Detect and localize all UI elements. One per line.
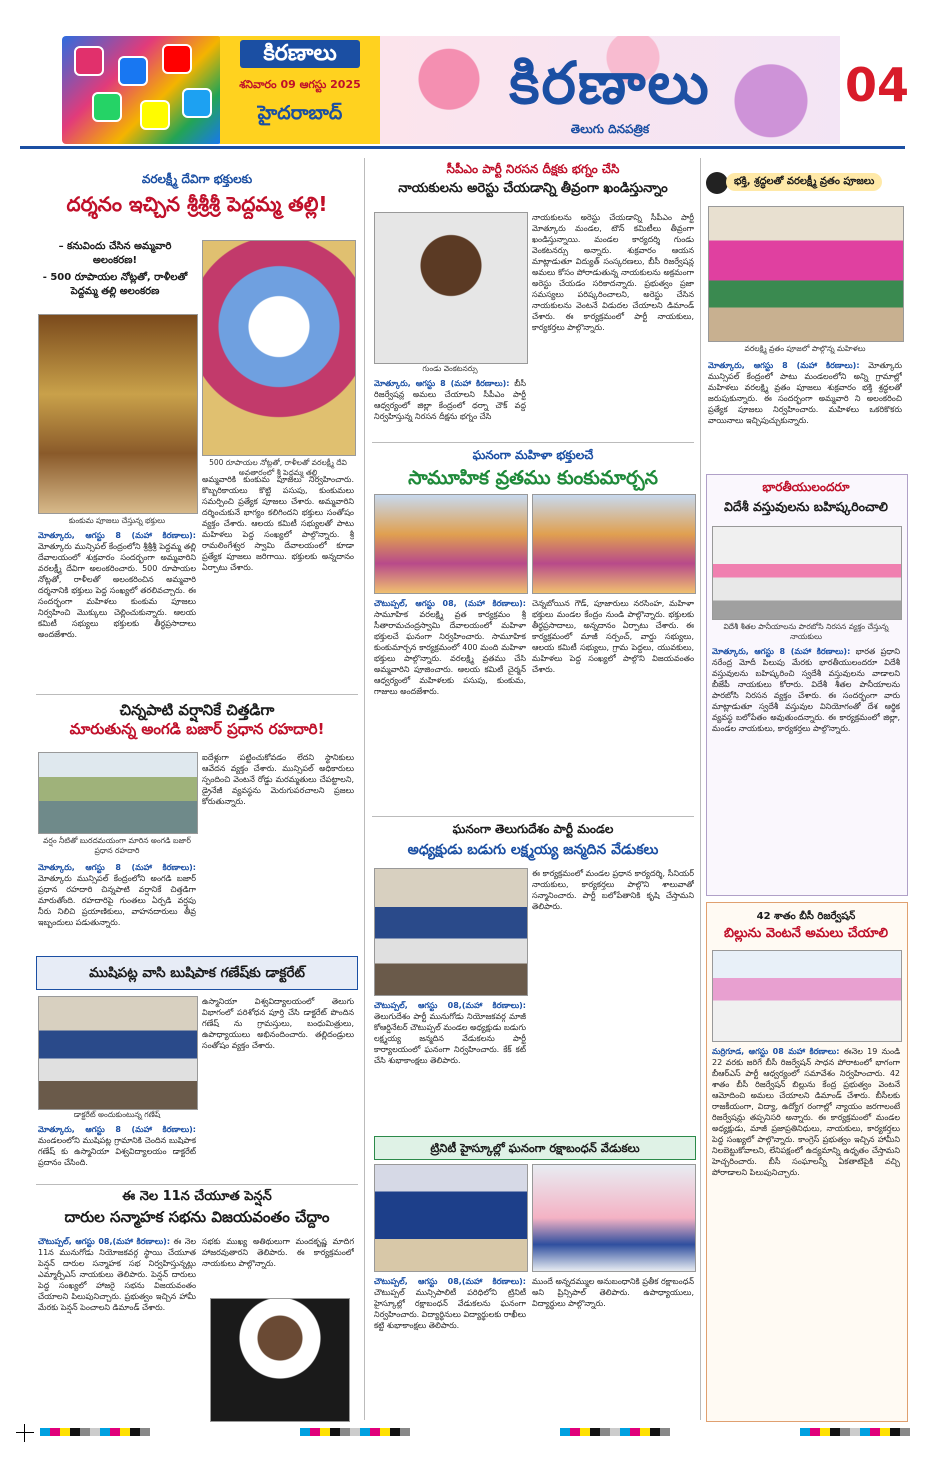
article-road [36,702,358,739]
article-tdp [372,822,694,858]
article-body-text: ఈ నెల 11న మునుగోడు నియోజకవర్గ స్థాయి చేయూత పెన్షన్ దారుల సన్మాహక సభ నిర్వహిస్తున్నట్లు ఎమ్మార్పీఎస్ నాయకులు తెలిపారు. పెన్షన్ దారులు పెద్ద సంఖ్యలో హాజరై సభను విజయవంతం చేయాలని పిలుపునిచ్చారు. ప్రభుత్వం ఇచ్చిన హామీ మేరకు పెన్షన్ పెంచాలని డిమాండ్ చేశారు. [38,1237,196,1312]
rakhi-headline-banner [374,1136,696,1160]
article-body [708,360,902,460]
article-dateline: మోత్కూరు, ఆగస్టు 8 (మహా కిరణాలు): [38,1125,196,1134]
article-body: చెన్నబోయిన గౌడ్, పూజారులు నరసింహ, మహిళా భక్తులు మండల కేంద్రం నుండి పాల్గొన్నారు. భక్తులకు తీర్థప్రసాదాలు, అన్నదానం ఏర్పాటు చేశారు. ఈ కార్యక్రమంలో మాజీ సర్పంచ్, వార్డు సభ్యులు, ఆలయ కమిటీ సభ్యులు, గ్రామ పెద్దలు, యువకులు, మహిళలు పెద్ద సంఖ్యలో పాల్గొని విజయవంతం చేశారు. [532,599,694,674]
article-headline: మారుతున్న అంగడి బజార్ ప్రధాన రహదారి! [69,720,325,739]
doctorate-ceremony-photo [38,996,198,1110]
article-body [38,862,196,946]
meeting-photo [712,950,902,1042]
photo-caption: గుండు వెంకటనర్సు [422,364,478,373]
article-divider [372,816,694,817]
article-headline: నాయకులను అరెస్టు చేయడాన్ని తీవ్రంగా ఖండిస్తున్నాం [398,181,668,196]
rakhi-kids-photo [532,1164,696,1272]
page-number: 04 [844,58,909,112]
article-body [38,1236,196,1420]
article-body-text: మోత్కూరు మున్సిపల్ కేంద్రంలో పాటు మండలంలోని అన్ని గ్రామాల్లో మహిళలు వరలక్ష్మి వ్రతం పూజలు శుక్రవారం భక్తి శ్రద్ధలతో జరుపుకున్నారు. ఈ సందర్భంగా అమ్మవారి ని అలంకరించి ప్రత్యేక పూజలు నిర్వహించారు. మహిళలు ఒకరికొకరు వాయినాలు ఇచ్చిపుచ్చుకున్నారు. [708,361,902,425]
school-assembly-photo [374,1164,528,1272]
article-kicker: ఈ నెల 11న చేయూత పెన్షన్ [122,1189,272,1204]
article-headline: దర్శనం ఇచ్చిన శ్రీశ్రీశ్రీ పెద్దమ్మ తల్లి! [66,192,328,216]
article-bc-reservation [712,910,900,942]
article-kicker: సీపీఎం పార్టీ నిరసన దీక్షకు భగ్నం చేసి [446,162,620,176]
crop-mark [16,1424,34,1442]
article-body-text: మోత్కూరు మున్సిపల్ కేంద్రంలోని అంగడి బజార్ ప్రధాన రహదారి చిన్నపాటి వర్షానికే చిత్తడిగా మారుతోంది. రహదారిపై గుంతలు ఏర్పడి వర్షపు నీరు నిలిచి ప్రయాణికులు, వాహనదారులు తీవ్ర ఇబ్బందులు పడుతున్నారు. [38,874,196,927]
leader-portrait-photo [210,1298,350,1422]
article-headline: బిల్లును వెంటనే అమలు చేయాలి [723,926,889,941]
article-body-text: బీసీ రిజర్వేషన్ల అమలు చేయాలని సీపీఎం పార్టీ ఆధ్వర్యంలో జిల్లా కేంద్రంలో ధర్నా చౌక్ వద్ద నిర్వహిస్తున్న నిరసన దీక్షను భగ్నం చేసి [374,379,526,421]
masthead [20,36,925,144]
record-icon [706,172,728,194]
vratam-devotees-photo [532,494,696,594]
article-kicker: ఘనంగా తెలుగుదేశం పార్టీ మండల [452,822,614,836]
article-body-text: చౌటుప్పల్ మున్సిపాలిటీ పరిధిలోని ట్రినిటీ హైస్కూల్లో రక్షాబంధన్ వేడుకలను ఘనంగా నిర్వహించారు. విద్యార్థినులు విద్యార్థులకు రాఖీలు కట్టి శుభాకాంక్షలు తెలిపారు. [374,1288,526,1330]
masthead-date-panel [220,36,380,144]
article-headline: ముషిపట్ల వాసి బుషిపాక గణేష్‌కు డాక్టరేట్ [89,965,305,981]
social-media-collage-image [62,36,222,144]
article-body: ఐదేళ్లుగా పట్టించుకోవడం లేదని స్థానికులు ఆవేదన వ్యక్తం చేశారు. మున్సిపల్ అధికారులు స్పందించి వెంటనే రోడ్డు మరమ్మతులు చేపట్టాలని, డ్రైనేజీ వ్యవస్థను మెరుగుపరచాలని ప్రజలు కోరుతున్నారు. [202,753,354,806]
temple-devotees-photo [38,314,198,514]
photo-caption: డాక్టరేట్ అందుకుంటున్న గణేష్ [73,1110,161,1119]
article-dateline: చౌటుప్పల్, ఆగస్టు 08, (మహా కిరణాలు): [374,599,526,608]
leader-photo [374,212,528,364]
article-headline: విదేశీ వస్తువులను బహిష్కరించాలి [724,499,888,514]
article-divider [36,694,358,695]
photo-caption: కుంకుమ పూజలు చేస్తున్న భక్తులు [68,516,166,525]
article-kicker: చిన్నపాటి వర్షానికే చిత్తడిగా [119,701,275,719]
photo-caption: వరలక్ష్మి వ్రతం పూజలో పాల్గొన్న మహిళలు [744,344,866,353]
article-body: ఉస్మానియా విశ్వవిద్యాలయంలో తెలుగు విభాగంలో పరిశోధన పూర్తి చేసి డాక్టరేట్ పొందిన గణేష్ ను గ్రామస్తులు, బంధుమిత్రులు, ఉపాధ్యాయులు అభినందించారు. తల్లిదండ్రులు సంతోషం వ్యక్తం చేశారు. [202,997,354,1050]
photo-caption: విదేశీ శీతల పానీయాలను పారబోసి నిరసన వ్యక్తం చేస్తున్న నాయకులు [723,622,889,641]
article-body: అమ్మవారికి కుంకుమ పూజలు నిర్వహించారు. కొబ్బరికాయలు కొట్టి పసుపు, కుంకుమలు సమర్పించి ప్రత్యేక పూజలు చేశారు. అమ్మవారిని దర్శించుకునే భాగ్యం కలిగిందని భక్తులు సంతోషం వ్యక్తం చేశారు. ఆలయ కమిటీ సభ్యులతో పాటు మహిళలు పెద్ద సంఖ్యలో పాల్గొన్నారు. శ్రీ రామలింగేశ్వర స్వామి దేవాలయంలో కూడా ప్రత్యేక పూజలు జరిగాయి. భక్తులకు అన్నదానం ఏర్పాటు చేశారు. [202,475,354,572]
article-cpm [372,162,694,197]
article-body [712,1046,900,1414]
article-body [38,530,196,684]
print-color-bar [560,1428,670,1436]
article-body-text: ఈనెల 19 నుండి 22 వరకు జరిగే బీసీ రిజర్వేషన్ సాధన పోరాటంలో భాగంగా బీఆర్ఎస్ పార్టీ ఆధ్వర్యంలో సమావేశం నిర్వహించారు. 42 శాతం బీసీ రిజర్వేషన్ బిల్లును కేంద్ర ప్రభుత్వం వెంటనే ఆమోదించి అమలు చేయాలని డిమాండ్ చేశారు. బీసీలకు రాజకీయంగా, విద్యా, ఉద్యోగ రంగాల్లో న్యాయం జరగాలంటే రిజర్వేషన్లు తప్పనిసరి అన్నారు. ఈ కార్యక్రమంలో మండల అధ్యక్షుడు, మాజీ ప్రజాప్రతినిధులు, నాయకులు, కార్యకర్తలు పెద్ద సంఖ్యలో పాల్గొన్నారు. కాంగ్రెస్ ప్రభుత్వం ఇచ్చిన హామీని నిలబెట్టుకోవాలని, లేనిపక్షంలో ఉద్యమాన్ని ఉధృతం చేస్తామని హెచ్చరించారు. బీసీ సంఘాలన్నీ ఏకతాటిపైకి వచ్చి పోరాడాలని పిలుపునిచ్చారు. [712,1047,900,1177]
article-headline: సామూహిక వ్రతము కుంకుమార్చన [408,467,658,489]
article-dateline: మర్రిగూడ, ఆగస్టు 08 మహా కిరణాలు: [712,1047,840,1056]
article-body: ముందే అన్నదమ్ముల అనుబంధానికి ప్రతీక రక్షాబంధన్ అని ప్రిన్సిపాల్ తెలిపారు. ఉపాధ్యాయులు, విద్యార్థులు పాల్గొన్నారు. [532,1277,694,1308]
article-swadeshi [712,480,900,514]
newspaper-subtitle: తెలుగు దినపత్రిక [570,122,650,136]
article-dateline: చౌటుప్పల్, ఆగస్టు 08,(మహా కిరణాలు): [374,1001,526,1010]
print-color-bar [40,1428,150,1436]
photo-caption: 500 రూపాయల నోట్లతో, రాళీలతో వరలక్ష్మీ దేవి అవతారంలో శ్రీ పెద్దమ్మ తల్లి [209,458,347,477]
article-kicker: భారతీయులందరూ [762,480,850,494]
article-divider [36,1184,358,1185]
small-logo: కిరణాలు [240,40,360,68]
bullet-point: – కనువిందు చేసిన అమ్మవారి అలంకరణ! [58,241,172,266]
article-body-text: మోత్కూరు మున్సిపల్ కేంద్రంలోని శ్రీశ్రీశ్రీ పెద్దమ్మ తల్లి దేవాలయంలో శుక్రవారం సందర్భంగా అమ్మవారిని వరలక్ష్మీ దేవిగా అలంకరించారు. 500 రూపాయల నోట్లతో, రాళీలతో అలంకరించిన అమ్మవారి దర్శనానికి భక్తులు పెద్ద సంఖ్యలో తరలివచ్చారు. ఈ సందర్భంగా మహిళలు కుంకుమ పూజలు నిర్వహించి మొక్కులు చెల్లించుకున్నారు. ఆలయ కమిటీ సభ్యులు భక్తులకు తీర్థప్రసాదాలు అందజేశారు. [38,542,196,639]
article-kicker: 42 శాతం బీసీ రిజర్వేషన్ [756,911,856,922]
article-body-text: భారత ప్రధాని నరేంద్ర మోదీ పిలుపు మేరకు భారతీయులందరూ విదేశీ వస్తువులను బహిష్కరించి స్వదేశీ వస్తువులను వాడాలని బీజేపీ నాయకులు కోరారు. విదేశీ శీతల పానీయాలను పారబోసి నిరసన వ్యక్తం చేశారు. ఈ సందర్భంగా వారు మాట్లాడుతూ స్వదేశీ వస్తువుల వినియోగంతో దేశ ఆర్థిక వ్యవస్థ బలోపేతం అవుతుందన్నారు. ఈ కార్యక్రమంలో జిల్లా, మండల నాయకులు, కార్యకర్తలు పాల్గొన్నారు. [712,647,900,733]
article-kicker: ఘనంగా మహిళా భక్తులచే [472,448,594,462]
masthead-flower-banner [380,36,840,144]
article-vratam [372,448,694,490]
article-dateline: చౌటుప్పల్, ఆగస్టు 08,(మహా కిరణాలు): [38,1237,171,1246]
newspaper-logo: కిరణాలు [509,49,711,117]
vratam-hall-photo [374,494,528,594]
article-body [374,1276,526,1420]
article-body: ఈ కార్యక్రమంలో మండల ప్రధాన కార్యదర్శి, సీనియర్ నాయకులు, కార్యకర్తలు పాల్గొని శాలువాతో సన్మానించారు. పార్టీ బలోపేతానికి కృషి చేస్తామని తెలిపారు. [532,869,694,911]
article-dateline: మోత్కూరు, ఆగస్టు 8 (మహా కిరణాలు): [38,531,196,540]
article-bullets [40,240,190,299]
article-dateline: చౌటుప్పల్, ఆగస్టు 08,(మహా కిరణాలు): [374,1277,526,1286]
article-body [38,1124,196,1180]
article-dateline: మోత్కూరు, ఆగస్టు 8 (మహా కిరణాలు): [712,647,851,656]
article-body-text: తెలుగుదేశం పార్టీ మునుగోడు నియోజకవర్గ మాజీ కోఆర్డినేటర్ చౌటుప్పల్ మండల అధ్యక్షుడు బడుగు లక్ష్మయ్య జన్మదిన వేడుకలను పార్టీ కార్యాలయంలో ఘనంగా నిర్వహించారు. కేక్ కట్ చేసి శుభాకాంక్షలు తెలిపారు. [374,1012,526,1065]
goddess-idol-photo [202,240,356,456]
article-headline: అధ్యక్షుడు బడుగు లక్ష్మయ్య జన్మదిన వేడుకలు [407,842,659,858]
article-body [374,598,526,812]
article-divider [372,442,694,443]
article-body [374,378,526,438]
protest-rally-photo [712,526,902,620]
article-headline: ట్రినిటీ హైస్కూల్లో ఘనంగా రక్షాబంధన్ వేడుకలు [430,1141,640,1155]
article-kicker: వరలక్ష్మీ దేవిగా భక్తులకు [141,172,253,186]
article-pension [36,1190,358,1226]
article-peddamma-thalli [36,172,358,216]
section-tag: భక్తి, శ్రద్ధలతో వరలక్ష్మీ వ్రతం పూజలు [726,173,882,191]
print-color-bar [300,1428,410,1436]
article-dateline: మోత్కూరు, ఆగస్టు 8 (మహా కిరణాలు): [708,361,860,370]
vratam-tag-strip [706,172,904,194]
article-body: సభకు ముఖ్య అతిథులుగా మందకృష్ణ మాదిగ హాజరవుతారని తెలిపారు. ఈ కార్యక్రమంలో నాయకులు పాల్గొన్నారు. [202,1237,354,1268]
article-dateline: మోత్కూరు, ఆగస్టు 8 (మహా కిరణాలు): [38,863,196,872]
article-body [712,646,900,888]
article-headline: దారుల సన్మాహక సభను విజయవంతం చేద్దాం [64,1207,330,1226]
article-body-text: సామూహిక వరలక్ష్మి వ్రత కార్యక్రమం శ్రీ సీతారామచంద్రస్వామి దేవాలయంలో మహిళా భక్తులచే ఘనంగా నిర్వహించారు. సామూహిక కుంకుమార్చన కార్యక్రమంలో 400 మంది మహిళా భక్తులు పాల్గొన్నారు. వరలక్ష్మి వ్రతము చేసి అమ్మవారిని పూజించారు. ఆలయ కమిటీ చైర్మన్ ఆధ్వర్యంలో మహిళలకు పసుపు, కుంకుమ, గాజులు అందజేశారు. [374,610,526,696]
birthday-celebration-photo [374,868,528,996]
article-dateline: మోత్కూరు, ఆగస్టు 8 (మహా కిరణాలు): [374,379,510,388]
print-color-bar [800,1428,910,1436]
article-body: నాయకులను అరెస్టు చేయడాన్ని సీపీఎం పార్టీ మోత్కూరు మండల, టౌన్ కమిటీలు తీవ్రంగా ఖండిస్తున్నాయి. మండల కార్యదర్శి గుండు వెంకటనర్సు అన్నారు. శుక్రవారం ఆయన మాట్లాడుతూ విద్యుత్ సంస్కరణలు, బీసీ రిజర్వేషన్ల అమలు కోసం పోరాడుతున్న నాయకులను అక్రమంగా అరెస్టు చేయడం సరికాదన్నారు. ప్రభుత్వం ప్రజా సమస్యలు పరిష్కరించాలని, అరెస్టు చేసిన నాయకులను వెంటనే విడుదల చేయాలని డిమాండ్ చేశారు. ఈ కార్యక్రమంలో పార్టీ నాయకులు, కార్యకర్తలు పాల్గొన్నారు. [532,213,694,332]
edition-city: హైదరాబాద్ [257,102,343,124]
article-body-text: మండలంలోని ముషిపట్ల గ్రామానికి చెందిన బుషిపాక గణేష్ కు ఉస్మానియా విశ్వవిద్యాలయం డాక్టరేట్ ప్రదానం చేసింది. [38,1136,196,1167]
photo-caption: వర్షం నీటితో బురదమయంగా మారిన అంగడి బజార్ ప్రధాన రహదారి [43,836,191,855]
women-pooja-photo [708,206,904,342]
column-divider [700,158,701,1420]
issue-date: శనివారం 09 ఆగస్టు 2025 [239,78,361,91]
bullet-point: - 500 రూపాయల నోట్లతో, రాళీలతో పెద్దమ్మ తల్లి అలంకరణ [42,272,188,297]
masthead-rule [20,146,905,149]
article-body [374,1000,526,1128]
column-divider [364,158,365,1420]
muddy-road-photo [38,752,198,834]
doctorate-headline-banner [36,956,358,990]
